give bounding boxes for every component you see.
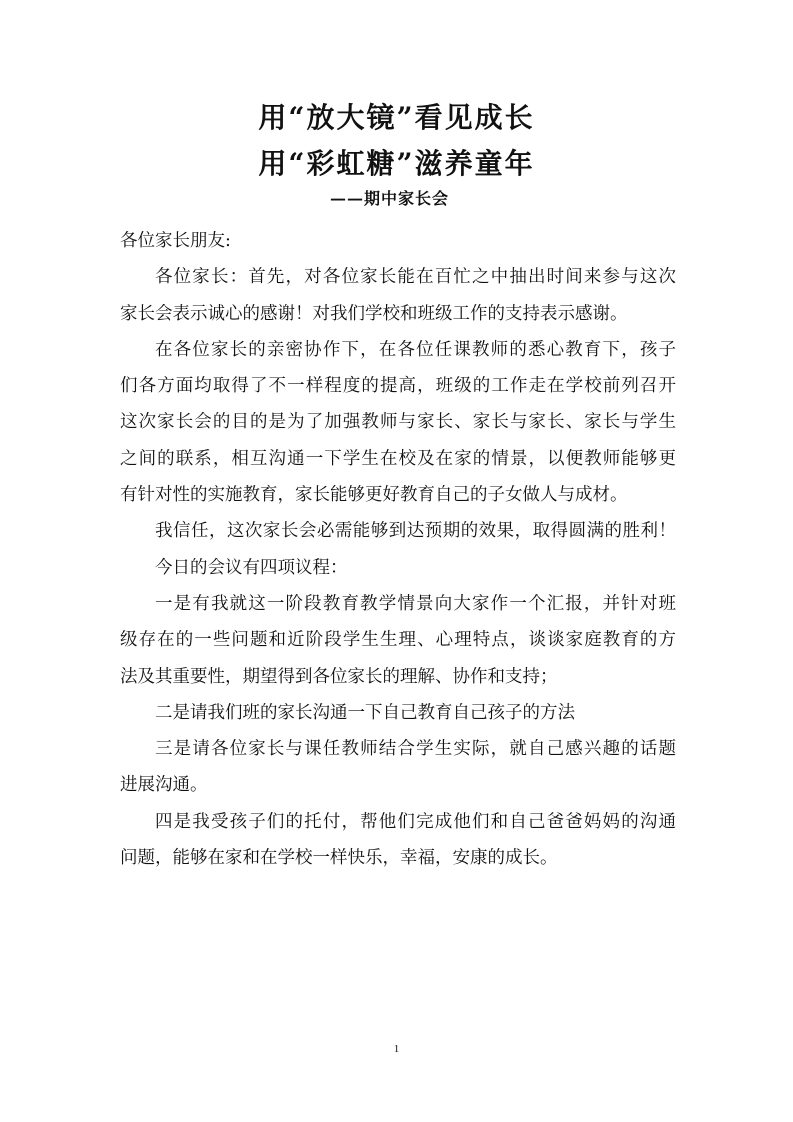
- paragraph-line: 二是请我们班的家长沟通一下自己教育自己孩子的方法: [155, 702, 575, 723]
- page-number: 1: [393, 1043, 400, 1055]
- paragraph-line: 这次家长会的目的是为了加强教师与家长、家长与家长、家长与学生: [120, 412, 676, 433]
- paragraph-line: 有针对性的实施教育，家长能够更好教育自己的子女做人与成材。: [120, 485, 628, 506]
- title-line-2: 用“彩虹糖”滋养童年: [258, 147, 535, 180]
- title-line-1: 用“放大镜”看见成长: [258, 101, 535, 134]
- paragraph-line: 在各位家长的亲密协作下，在各位任课教师的悉心教育下，孩子: [155, 339, 676, 360]
- subtitle: ——期中家长会: [330, 189, 450, 208]
- paragraph-line: 们各方面均取得了不一样程度的提高，班级的工作走在学校前列召开: [120, 376, 676, 397]
- letter-body: [120, 223, 676, 876]
- paragraph-line: 各位家长：首先，对各位家长能在百忙之中抽出时间来参与这次: [155, 267, 676, 288]
- paragraph-line: 我信任，这次家长会必需能够到达预期的效果，取得圆满的胜利！: [155, 521, 676, 542]
- paragraph-line: 一是有我就这一阶段教育教学情景向大家作一个汇报，并针对班: [155, 593, 676, 614]
- paragraph-line: 问题，能够在家和在学校一样快乐，幸福，安康的成长。: [120, 848, 558, 869]
- paragraph-line: 今日的会议有四项议程：: [155, 557, 348, 578]
- paragraph-line: 四是我受孩子们的托付，帮他们完成他们和自己爸爸妈妈的沟通: [155, 811, 676, 832]
- paragraph-line: 法及其重要性，期望得到各位家长的理解、协作和支持；: [120, 666, 558, 687]
- paragraph-line: 家长会表示诚心的感谢！对我们学校和班级工作的支持表示感谢。: [120, 303, 628, 324]
- paragraph-line: 之间的联系，相互沟通一下学生在校及在家的情景，以便教师能够更: [120, 448, 676, 469]
- paragraph-line: 三是请各位家长与课任教师结合学生实际，就自己感兴趣的话题: [155, 739, 676, 760]
- paragraph-line: 级存在的一些问题和近阶段学生生理、心理特点，谈谈家庭教育的方: [120, 630, 676, 651]
- salutation: 各位家长朋友:: [120, 231, 231, 251]
- paragraph-line: 进展沟通。: [120, 775, 208, 796]
